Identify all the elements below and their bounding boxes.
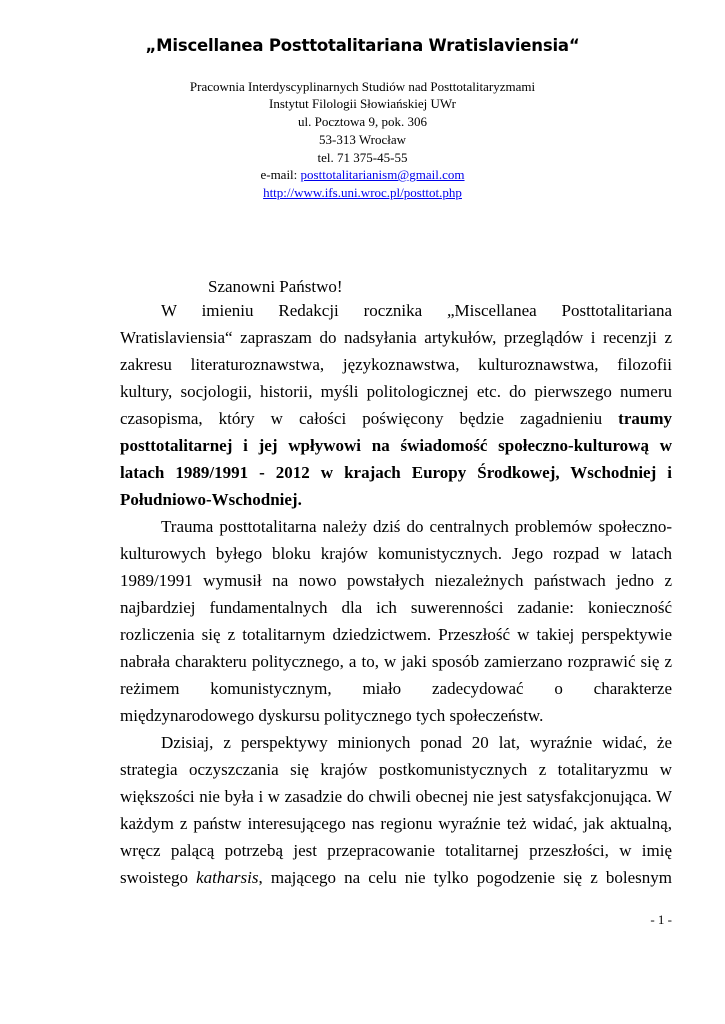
paragraph-line: strategia oczyszczania się krajów postkomunistycznych z totalitaryzmu w bbox=[120, 760, 672, 779]
paragraph-line: najbardziej fundamentalnych dla ich suwerenności zadanie: konieczność bbox=[120, 598, 672, 617]
email-line bbox=[0, 166, 725, 183]
email-link[interactable]: posttotalitarianism@gmail.com bbox=[300, 167, 465, 182]
paragraph-line: zakresu literaturoznawstwa, językoznawstwa, kulturoznawstwa, filozofii bbox=[120, 355, 672, 374]
paragraph-line: kulturowych byłego bloku krajów komunistycznych. Jego rozpad w latach bbox=[120, 544, 672, 563]
line-text: , mającego na celu nie tylko pogodzenie się z bolesnym bbox=[258, 868, 673, 887]
line-text: swoistego bbox=[120, 868, 197, 887]
paragraph-line: reżimem komunistycznym, miało zadecydować o charakterze bbox=[120, 679, 672, 698]
paragraph-line bbox=[120, 864, 672, 891]
paragraph-line: Wratislaviensia“ zapraszam do nadsyłania artykułów, przeglądów i recenzji z bbox=[120, 328, 672, 347]
paragraph-line: międzynarodowego dyskursu politycznego tych społeczeństw. bbox=[120, 706, 544, 725]
paragraph-line: 1989/1991 wymusił na nowo powstałych niezależnych państwach jedno z bbox=[120, 571, 672, 590]
paragraph-line: większości nie była i w zasadzie do chwili obecnej nie jest satysfakcjonująca. W bbox=[120, 787, 672, 806]
journal-title: „Miscellanea Posttotalitariana Wratislaviensia“ bbox=[145, 36, 580, 55]
paragraph-1 bbox=[120, 297, 672, 513]
bold-phrase: traumy bbox=[618, 409, 672, 428]
italic-term: katharsis bbox=[196, 868, 259, 887]
bold-line: latach 1989/1991 - 2012 w krajach Europy Środkowej, Wschodniej i bbox=[120, 463, 672, 482]
bold-line: Południowo-Wschodniej. bbox=[120, 490, 302, 509]
paragraph-2 bbox=[120, 513, 672, 729]
paragraph-line: Trauma posttotalitarna należy dziś do centralnych problemów społeczno- bbox=[161, 517, 672, 536]
paragraph-line: Dzisiaj, z perspektywy minionych ponad 20 lat, wyraźnie widać, że bbox=[161, 733, 672, 752]
paragraph-line: rozliczenia się z totalitarnym dziedzictwem. Przeszłość w takiej perspektywie bbox=[120, 625, 672, 644]
phone-number: tel. 71 375-45-55 bbox=[317, 150, 408, 165]
page-number: - 1 - bbox=[650, 912, 672, 927]
paragraph-line: każdym z państw interesującego nas regionu wyraźnie też widać, jak aktualną, bbox=[120, 814, 672, 833]
paragraph-line bbox=[120, 405, 672, 432]
line-text: czasopisma, który w całości poświęcony będzie zagadnieniu bbox=[120, 409, 619, 428]
paragraph-line: nabrała charakteru politycznego, a to, w jaki sposób zamierzano rozprawić się z bbox=[120, 652, 672, 671]
city-address: 53-313 Wrocław bbox=[319, 132, 406, 147]
institution-name: Pracownia Interdyscyplinarnych Studiów nad Posttotalitaryzmami bbox=[189, 79, 536, 94]
institute-name: Instytut Filologii Słowiańskiej UWr bbox=[269, 96, 456, 111]
bold-line: posttotalitarnej i jej wpływowi na świadomość społeczno-kulturową w bbox=[120, 436, 672, 455]
website-link[interactable]: http://www.ifs.uni.wroc.pl/posttot.php bbox=[263, 185, 462, 200]
paragraph-line: kultury, socjologii, historii, myśli politologicznej etc. do pierwszego numeru bbox=[120, 382, 672, 401]
website-line bbox=[0, 184, 725, 201]
letter-greeting: Szanowni Państwo! bbox=[208, 277, 343, 296]
paragraph-line: wręcz palącą potrzebą jest przepracowanie totalitarnej przeszłości, w imię bbox=[120, 841, 672, 860]
street-address: ul. Pocztowa 9, pok. 306 bbox=[298, 114, 427, 129]
paragraph-line: W imieniu Redakcji rocznika „Miscellanea Posttotalitariana bbox=[161, 301, 672, 320]
paragraph-3 bbox=[120, 729, 672, 891]
email-label: e-mail: bbox=[260, 167, 301, 182]
